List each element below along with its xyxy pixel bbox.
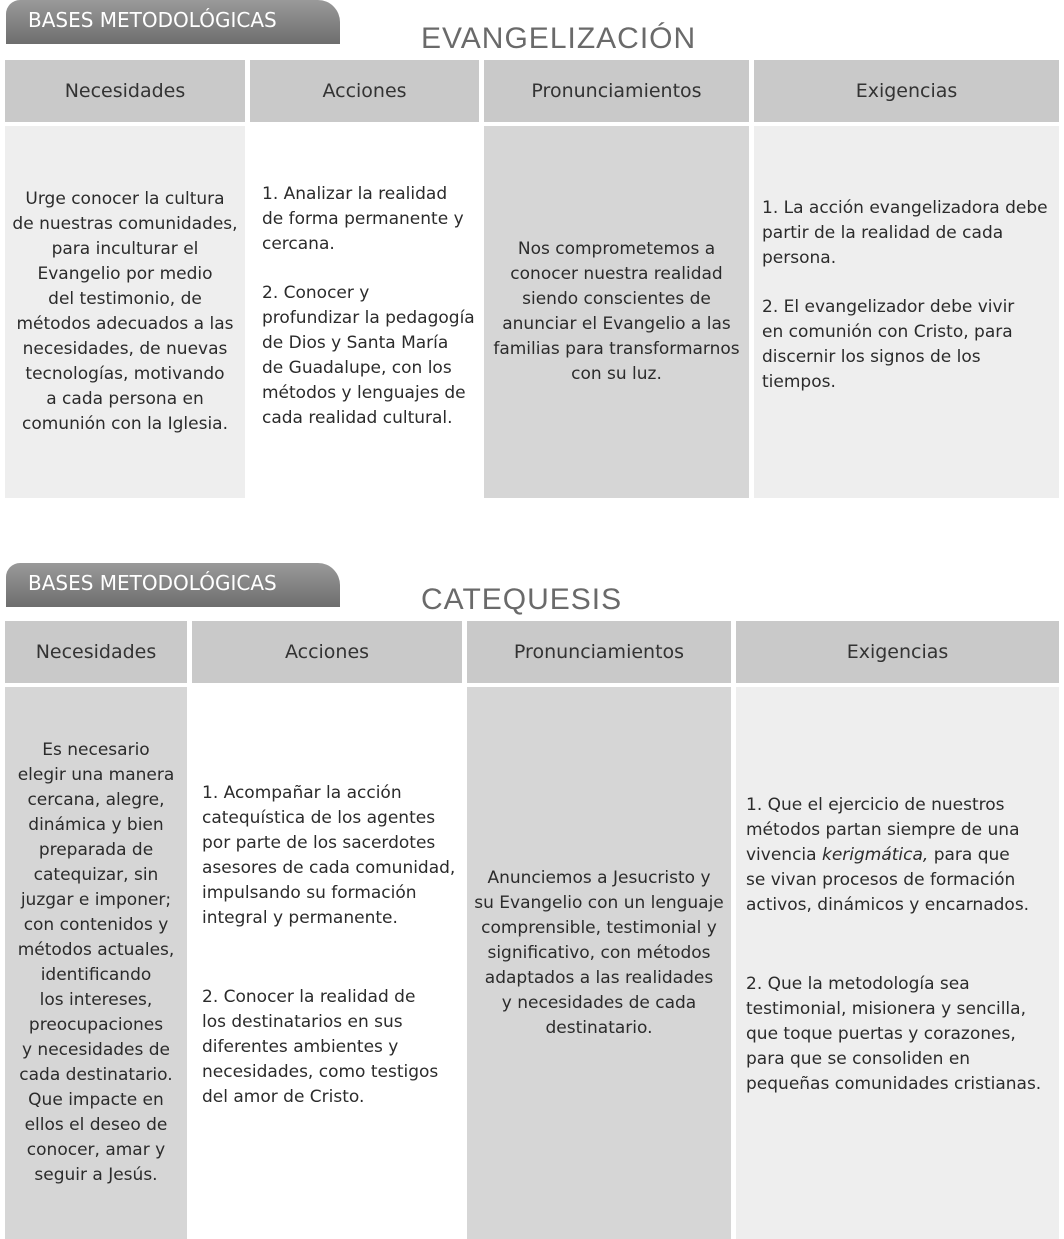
cell-exigencias [736,687,1059,1239]
exigencia-2: 2. Que la metodología sea testimonial, misionera y sencilla, que toque puertas y corazones, para que se consoliden en pequeñas comunidades cristianas. [746,974,1042,1094]
cell-acciones [262,126,482,498]
exigencia-2: 2. El evangelizador debe vivir en comunión con Cristo, para discernir los signos de los tiempos. [762,296,1015,392]
accion-1: 1. Acompañar la acción catequística de los agentes por parte de los sacerdotes asesores de cada comunidad, impulsando su formación integral y permanente. [202,782,456,928]
cell-pronunciamientos: Anunciemos a Jesucristo y su Evangelio con un lenguaje comprensible, testimonial y significativo, con métodos adaptados a las realidades y necesidades de cada destinatario. [467,687,731,1239]
cell-acciones [202,687,462,1239]
table-header [0,60,1064,122]
emphasis-kerigmatica: kerigmática, [821,845,929,865]
exigencia-1: 1. La acción evangelizadora debe partir de la realidad de cada persona. [762,197,1048,268]
header-pronunciamientos: Pronunciamientos [467,621,731,683]
header-pronunciamientos: Pronunciamientos [484,60,749,122]
header-necesidades: Necesidades [5,621,187,683]
section-evangelizacion [0,0,1064,500]
accion-2: 2. Conocer la realidad de los destinatarios en sus diferentes ambientes y necesidades, como testigos del amor de Cristo. [202,986,439,1107]
header-acciones: Acciones [192,621,462,683]
accion-1: 1. Analizar la realidad de forma permanente y cercana. [262,183,464,254]
section-tab: BASES METODOLÓGICAS [6,563,340,607]
section-title: CATEQUESIS [421,583,623,616]
accion-2: 2. Conocer y profundizar la pedagogía de Dios y Santa María de Guadalupe, con los métodos y lenguajes de cada realidad cultural. [262,282,475,428]
header-exigencias: Exigencias [736,621,1059,683]
header-exigencias: Exigencias [754,60,1059,122]
section-title: EVANGELIZACIÓN [421,22,697,55]
section-catequesis [0,563,1064,1239]
table-header [0,621,1064,683]
cell-necesidades: Urge conocer la cultura de nuestras comunidades, para inculturar el Evangelio por medio del testimonio, de métodos adecuados a las necesidades, de nuevas tecnologías, motivando a cada persona en comunión con la Iglesia. [5,126,245,498]
header-acciones: Acciones [250,60,479,122]
header-necesidades: Necesidades [5,60,245,122]
cell-necesidades: Es necesario elegir una manera cercana, alegre, dinámica y bien preparada de catequizar, sin juzgar e imponer; con contenidos y métodos actuales, identificando los intereses, preocupaciones y necesidades de cada destinatario. Que impacte en ellos el deseo de conocer, amar y seguir a Jesús. [5,687,187,1239]
cell-pronunciamientos: Nos comprometemos a conocer nuestra realidad siendo conscientes de anunciar el Evangelio a las familias para transformarnos con su luz. [484,126,749,498]
section-tab: BASES METODOLÓGICAS [6,0,340,44]
cell-exigencias [754,126,1059,498]
exigencia-1: 1. Que el ejercicio de nuestros métodos partan siempre de una vivencia kerigmática, para que se vivan procesos de formación activos, dinámicos y encarnados. [746,795,1030,915]
